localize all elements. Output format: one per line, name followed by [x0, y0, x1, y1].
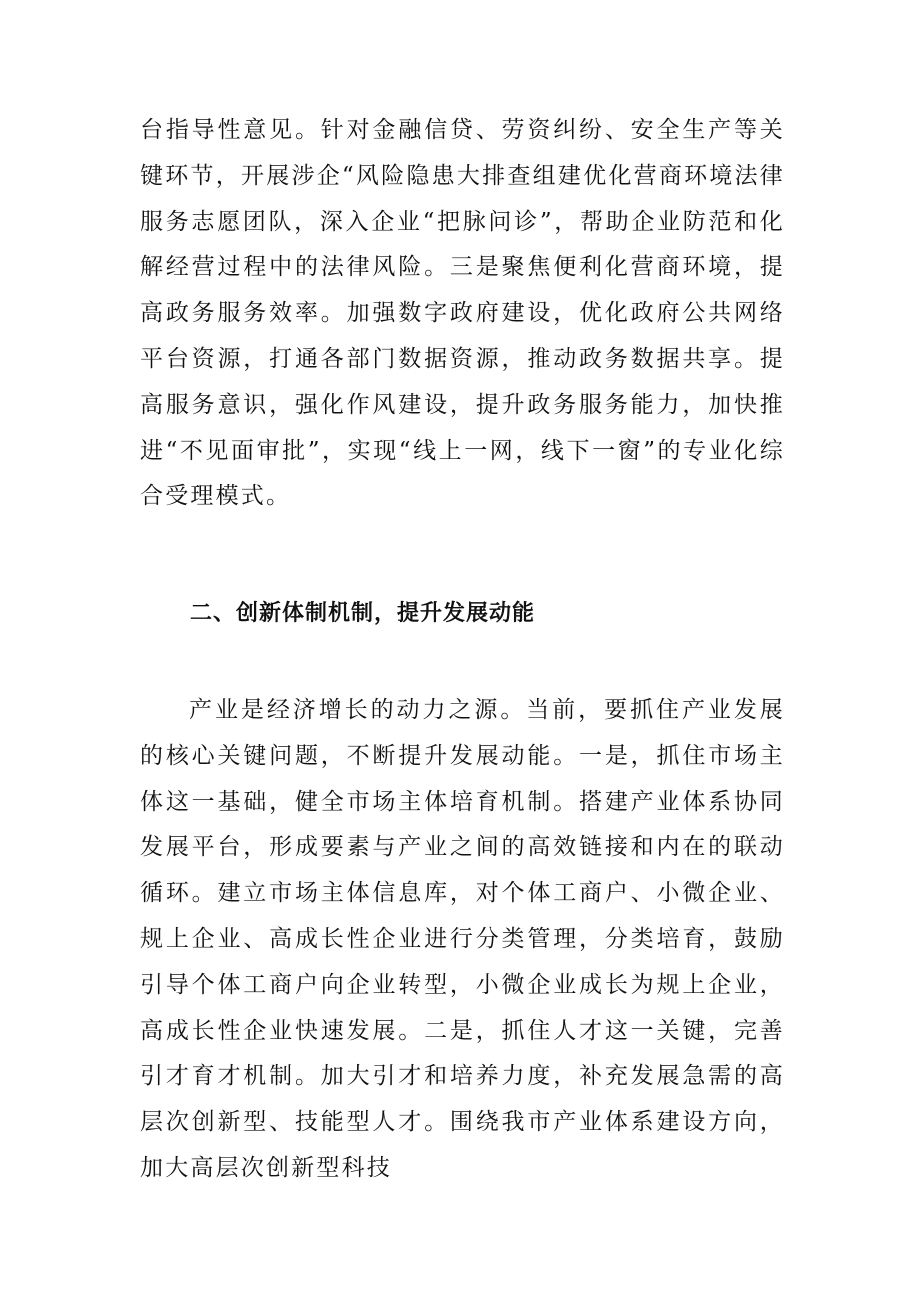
section-heading: 二、创新体制机制，提升发展动能	[190, 601, 536, 626]
body-paragraph-continued: 台指导性意见。针对金融信贷、劳资纠纷、安全生产等关键环节，开展涉企“风险隐患大排查组建优化营商环境法律服务志愿团队，深入企业“把脉问诊”，帮助企业防范和化解经营过程中的法律风险。三是聚焦便利化营商环境，提高政务服务效率。加强数字政府建设，优化政府公共网络平台资源，打通各部门数据资源，推动政务数据共享。提高服务意识，强化作风建设，提升政务服务能力，加快推进“不见面审批”，实现“线上一网，线下一窗”的专业化综合受理模式。	[140, 117, 785, 510]
body-paragraph: 产业是经济增长的动力之源。当前，要抓住产业发展的核心关键问题，不断提升发展动能。一是，抓住市场主体这一基础，健全市场主体培育机制。搭建产业体系协同发展平台，形成要素与产业之间的高效链接和内在的联动循环。建立市场主体信息库，对个体工商户、小微企业、规上企业、高成长性企业进行分类管理，分类培育，鼓励引导个体工商户向企业转型，小微企业成长为规上企业，高成长性企业快速发展。二是，抓住人才这一关键，完善引才育才机制。加大引才和培养力度，补充发展急需的高层次创新型、技能型人才。围绕我市产业体系建设方向，加大高层次创新型科技	[140, 697, 785, 1181]
